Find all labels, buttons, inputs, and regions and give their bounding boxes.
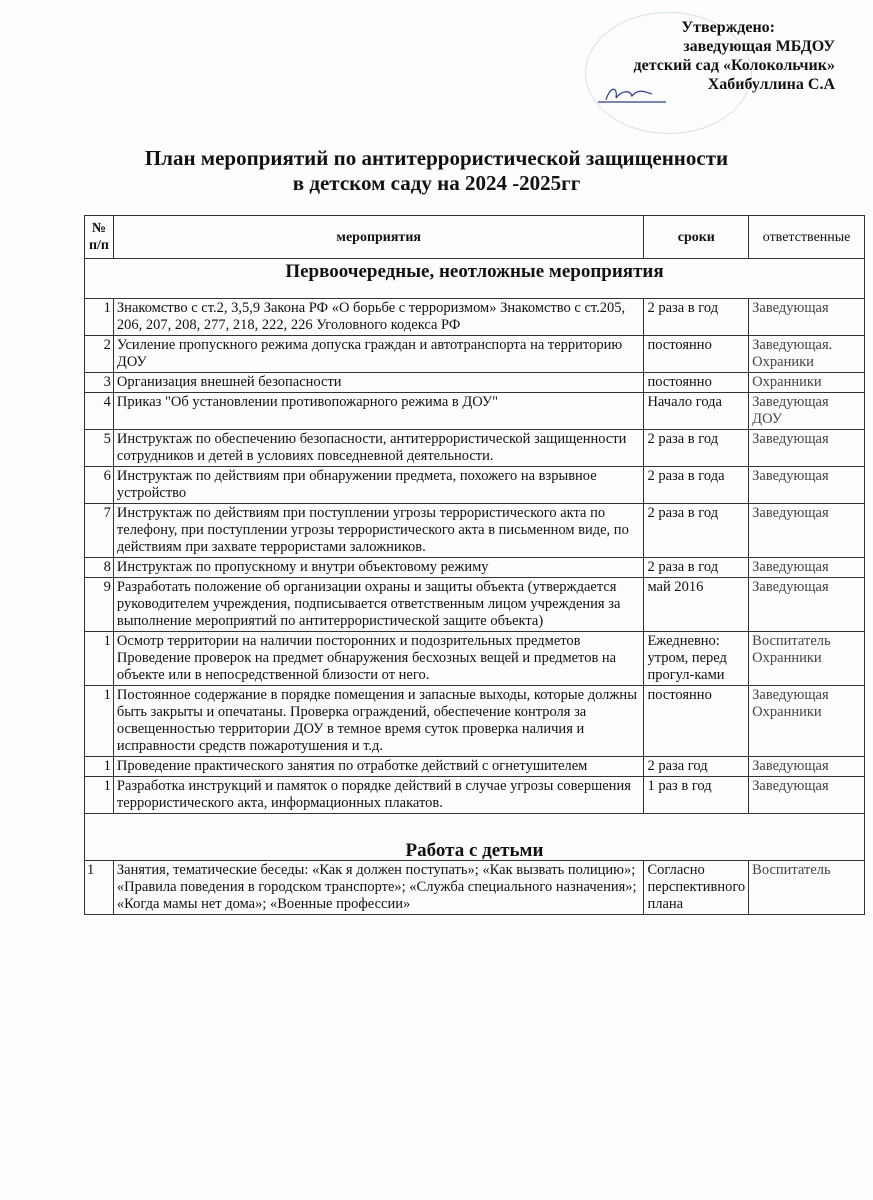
row-activity: Постоянное содержание в порядке помещения и запасные выходы, которые должны быть закрыты и опечатаны. Проверка ограждений, обеспечение контроля за освещенностью территории ДОУ в темное время суток проверка наличия и исправности средств пожаротушения и т.д. (113, 686, 644, 757)
row-number: 1 (85, 686, 114, 757)
row-activity: Инструктаж по действиям при поступлении угрозы террористического акта по телефону, при поступлении угрозы террористического акта в письменном виде, по действиям при захвате террористами заложников. (113, 504, 644, 558)
row-responsible: Заведующая Охранники (749, 686, 865, 757)
approval-name: Хабибуллина С.А (707, 76, 835, 93)
row-number: 2 (85, 336, 114, 373)
table-row (85, 632, 865, 686)
row-activity: Проведение практического занятия по отработке действий с огнетушителем (113, 757, 644, 777)
table-row (85, 504, 865, 558)
row-responsible: Заведующая. Охраники (749, 336, 865, 373)
title-line-2: в детском саду на 2024 -2025гг (292, 171, 581, 195)
section-title: Работа с детьми (85, 814, 865, 861)
row-number: 7 (85, 504, 114, 558)
row-number: 1 (85, 861, 114, 915)
table-row (85, 393, 865, 430)
row-responsible: Заведующая ДОУ (749, 393, 865, 430)
table-row (85, 558, 865, 578)
row-activity: Разработка инструкций и памяток о порядке действий в случае угрозы совершения террористического акта, информационных плакатов. (113, 777, 644, 814)
table-row (85, 299, 865, 336)
row-activity: Усиление пропускного режима допуска граждан и автотранспорта на территорию ДОУ (113, 336, 644, 373)
table-row (85, 430, 865, 467)
table-row (85, 686, 865, 757)
row-term: 2 раза в год (644, 299, 749, 336)
section-header (85, 814, 865, 861)
title-line-1: План мероприятий по антитеррористической защищенности (144, 146, 729, 170)
header-activity: мероприятия (113, 216, 644, 259)
row-activity: Инструктаж по действиям при обнаружении предмета, похожего на взрывное устройство (113, 467, 644, 504)
table-row (85, 467, 865, 504)
header-responsible: ответственные (749, 216, 865, 259)
row-activity: Осмотр территории на наличии посторонних и подозрительных предметов Проведение проверок на предмет обнаружения бесхозных вещей и предметов на объекте или в непосредственной близости от него. (113, 632, 644, 686)
approval-label: Утверждено: (681, 19, 775, 36)
row-activity: Инструктаж по пропускному и внутри объектовому режиму (113, 558, 644, 578)
section-header (85, 259, 865, 299)
header-term: сроки (644, 216, 749, 259)
row-activity: Разработать положение об организации охраны и защиты объекта (утверждается руководителем учреждения, подписывается ответственным лицом учреждения за выполнение мероприятий по антитеррористической защите объекта) (113, 578, 644, 632)
row-number: 8 (85, 558, 114, 578)
table-row (85, 373, 865, 393)
row-term: Начало года (644, 393, 749, 430)
row-term: постоянно (644, 373, 749, 393)
row-term: Ежедневно: утром, перед прогул-ками (644, 632, 749, 686)
plan-table (84, 215, 865, 915)
section-title: Первоочередные, неотложные мероприятия (85, 259, 865, 299)
table-row (85, 757, 865, 777)
row-term: 2 раза в год (644, 430, 749, 467)
table-row (85, 861, 865, 915)
row-term: постоянно (644, 686, 749, 757)
row-number: 1 (85, 757, 114, 777)
row-responsible: Заведующая (749, 777, 865, 814)
row-number: 9 (85, 578, 114, 632)
row-responsible: Заведующая (749, 757, 865, 777)
row-term: 2 раза в год (644, 558, 749, 578)
row-activity: Занятия, тематические беседы: «Как я должен поступать»; «Как вызвать полицию»; «Правила поведения в городском транспорте»; «Служба специального назначения»; «Когда мамы нет дома»; «Военные профессии» (113, 861, 644, 915)
row-responsible: Заведующая (749, 504, 865, 558)
approval-block (634, 18, 835, 94)
row-activity: Инструктаж по обеспечению безопасности, антитеррористической защищенности сотрудников и детей в условиях повседневной деятельности. (113, 430, 644, 467)
row-term: май 2016 (644, 578, 749, 632)
approval-position: заведующая МБДОУ (683, 38, 835, 55)
row-number: 5 (85, 430, 114, 467)
header-number: № п/п (85, 216, 114, 259)
row-responsible: Заведующая (749, 578, 865, 632)
row-responsible: Воспитатель Охранники (749, 632, 865, 686)
table-row (85, 578, 865, 632)
row-number: 6 (85, 467, 114, 504)
page-title (0, 146, 873, 196)
row-term: 2 раза в года (644, 467, 749, 504)
row-term: 2 раза в год (644, 504, 749, 558)
row-responsible: Воспитатель (749, 861, 865, 915)
row-responsible: Заведующая (749, 299, 865, 336)
row-number: 4 (85, 393, 114, 430)
row-activity: Организация внешней безопасности (113, 373, 644, 393)
row-responsible: Заведующая (749, 467, 865, 504)
row-term: Согласно перспективного плана (644, 861, 749, 915)
row-number: 3 (85, 373, 114, 393)
row-responsible: Охранники (749, 373, 865, 393)
row-activity: Знакомство с ст.2, 3,5,9 Закона РФ «О борьбе с терроризмом» Знакомство с ст.205, 206, 207, 208, 277, 218, 222, 226 Уголовного кодекса РФ (113, 299, 644, 336)
row-number: 1 (85, 632, 114, 686)
row-responsible: Заведующая (749, 558, 865, 578)
row-term: 2 раза год (644, 757, 749, 777)
table-row (85, 336, 865, 373)
row-responsible: Заведующая (749, 430, 865, 467)
approval-org: детский сад «Колокольчик» (633, 57, 835, 74)
row-term: 1 раз в год (644, 777, 749, 814)
row-term: постоянно (644, 336, 749, 373)
table-row (85, 777, 865, 814)
row-number: 1 (85, 777, 114, 814)
row-activity: Приказ "Об установлении противопожарного режима в ДОУ" (113, 393, 644, 430)
row-number: 1 (85, 299, 114, 336)
